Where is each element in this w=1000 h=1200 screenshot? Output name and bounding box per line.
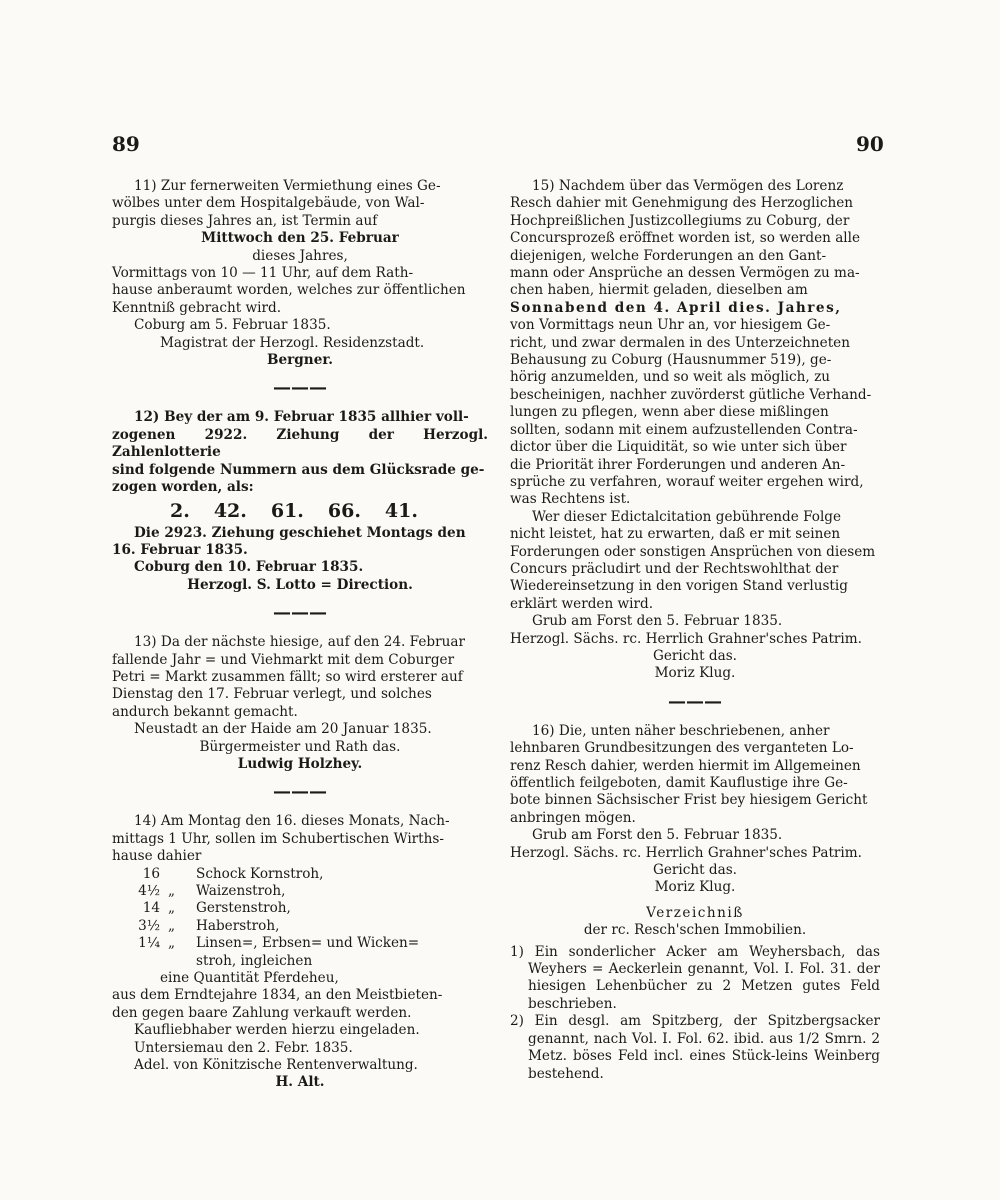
lottery-number: 42.: [213, 499, 247, 522]
straw-kind: Linsen=, Erbsen= und Wicken=: [196, 935, 420, 952]
notice-13-line: Dienstag den 17. Februar verlegt, und solches: [112, 686, 432, 703]
page-number-left: 89: [112, 132, 140, 156]
notice-14-line: 14) Am Montag den 16. dieses Monats, Nach-: [134, 813, 450, 830]
notice-14-line: den gegen baare Zahlung verkauft werden.: [112, 1004, 412, 1021]
straw-kind: Waizenstroh,: [196, 883, 286, 899]
straw-qty: 14: [142, 900, 160, 917]
notice-14-line: stroh, ingleichen: [196, 952, 313, 969]
notice-15-line: chen haben, hiermit geladen, dieselben am: [510, 282, 808, 299]
straw-item: [112, 918, 488, 935]
notice-16-line: bote binnen Sächsischer Frist bey hiesigem Gericht: [510, 792, 868, 809]
notice-16-place-date: Grub am Forst den 5. Februar 1835.: [532, 827, 783, 844]
straw-qty: 1¼: [138, 935, 160, 952]
list-title: Verzeichniß: [646, 904, 744, 921]
lottery-number: 61.: [270, 499, 304, 522]
notice-11-line: purgis dieses Jahres an, ist Termin auf: [112, 212, 378, 229]
notice-15-line: von Vormittags neun Uhr an, vor hiesigem Ge-: [510, 317, 831, 334]
notice-15-warning: Concurs präcludirt und der Rechtswohlthat der: [510, 560, 839, 577]
notice-15-signer: Moriz Klug.: [654, 665, 736, 682]
ditto-mark: „: [168, 935, 176, 952]
ditto-mark: „: [168, 883, 176, 899]
notice-15-line: richt, und zwar dermalen in des Unterzeichneten: [510, 334, 850, 351]
ditto-mark: „: [168, 917, 176, 934]
notice-13-line: 13) Da der nächste hiesige, auf den 24. Februar: [134, 634, 465, 651]
list-item: 1) Ein sonderlicher Acker am Weyhersbach, das Weyhers = Aeckerlein genannt, Vol. I. Fol. 31. der hiesigen Lehenbücher zu 2 Metzen gutes Feld beschrieben.: [510, 943, 880, 1012]
page-number-right: 90: [856, 132, 884, 156]
notice-15-line: lungen zu pflegen, wenn aber diese mißlingen: [510, 404, 829, 421]
straw-item: [112, 866, 488, 883]
notice-15-line: Hochpreißlichen Justizcollegiums zu Coburg, der: [510, 212, 850, 229]
notice-13-line: Petri = Markt zusammen fällt; so wird ersterer auf: [112, 668, 463, 685]
notice-15-line: Concursprozeß eröffnet worden ist, so werden alle: [510, 230, 861, 247]
right-column: [510, 178, 880, 1083]
straw-qty: 16: [142, 865, 160, 882]
lottery-numbers: [112, 499, 488, 523]
notice-15-date: Sonnabend den 4. April dies. Jahres,: [510, 299, 842, 316]
notice-15-place-date: Grub am Forst den 5. Februar 1835.: [532, 613, 783, 630]
notice-15-warning: Forderungen oder sonstigen Ansprüchen von diesem: [510, 543, 876, 560]
straw-item: [112, 935, 488, 952]
notice-11-line: 11) Zur fernerweiten Vermiethung eines Ge-: [134, 178, 441, 194]
notice-16: [510, 723, 880, 1083]
section-separator: ———: [273, 781, 327, 803]
notice-15-warning: nicht leistet, hat zu erwarten, daß er mit seinen: [510, 526, 841, 543]
notice-11: [112, 178, 488, 369]
notice-16-signature-court: Gericht das.: [652, 862, 737, 879]
notice-16-line: anbringen mögen.: [510, 809, 636, 826]
notice-15-line: sollten, sodann mit einem aufzustellenden Contra-: [510, 421, 858, 438]
notice-15: [510, 178, 880, 683]
notice-14-line: mittags 1 Uhr, sollen im Schubertischen Wirths-: [112, 830, 444, 847]
notice-15-line: dictor über die Liquidität, so wie unter sich über: [510, 439, 847, 456]
notice-12-line: zogenen 2922. Ziehung der Herzogl. Zahlenlotterie: [112, 426, 488, 461]
notice-15-warning: Wiedereinsetzung in den vorigen Stand verlustig: [510, 578, 848, 595]
notice-15-line: was Rechtens ist.: [510, 491, 631, 508]
notice-11-place-date: Coburg am 5. Februar 1835.: [134, 317, 331, 334]
notice-14-signature: Adel. von Könitzische Rentenverwaltung.: [134, 1057, 418, 1074]
section-separator: ———: [273, 602, 327, 624]
notice-15-signature-court: Gericht das.: [652, 647, 737, 664]
left-column: [112, 178, 488, 1092]
notice-11-line: wölbes unter dem Hospitalgebäude, von Wal-: [112, 195, 425, 212]
notice-12-signature: Herzogl. S. Lotto = Direction.: [187, 576, 413, 593]
list-item: 2) Ein desgl. am Spitzberg, der Spitzbergsacker genannt, nach Vol. I. Fol. 62. ibid. aus 1/2 Smrn. 2 Metz. böses Feld incl. eines Stück-leins Weinberg bestehend.: [510, 1013, 880, 1082]
notice-15-line: Behausung zu Coburg (Hausnummer 519), ge-: [510, 352, 832, 369]
notice-15-line: diejenigen, welche Forderungen an den Gant-: [510, 247, 827, 264]
section-separator: ———: [273, 377, 327, 399]
notice-14-line: aus dem Erndtejahre 1834, an den Meistbieten-: [112, 987, 443, 1004]
notice-15-signature: Herzogl. Sächs. rc. Herrlich Grahner'sches Patrim.: [510, 630, 862, 647]
notice-12-line: 12) Bey der am 9. Februar 1835 allhier voll-: [134, 409, 469, 426]
notice-13: [112, 634, 488, 773]
notice-16-line: renz Resch dahier, werden hiermit im Allgemeinen: [510, 757, 861, 774]
notice-13-signature: Bürgermeister und Rath das.: [199, 738, 401, 755]
notice-16-line: 16) Die, unten näher beschriebenen, anher: [532, 722, 830, 739]
notice-15-line: hörig anzumelden, und so weit als möglich, zu: [510, 369, 830, 386]
notice-12-line: Die 2923. Ziehung geschiehet Montags den: [134, 524, 466, 541]
notice-11-line: Vormittags von 10 — 11 Uhr, auf dem Rath-: [112, 265, 414, 282]
notice-11-signer: Bergner.: [267, 352, 333, 369]
notice-11-line: Kenntniß gebracht wird.: [112, 299, 282, 316]
notice-15-line: Resch dahier mit Genehmigung des Herzoglichen: [510, 195, 854, 212]
notice-15-line: sprüche zu verfahren, worauf weiter ergehen wird,: [510, 473, 864, 490]
notice-14-invitation: Kaufliebhaber werden hierzu eingeladen.: [134, 1022, 420, 1039]
notice-15-line: bescheinigen, nachher zuvörderst gütliche Verhand-: [510, 386, 872, 403]
notice-12-line: 16. Februar 1835.: [112, 541, 248, 558]
ditto-mark: „: [168, 900, 176, 917]
notice-13-line: andurch bekannt gemacht.: [112, 703, 298, 720]
straw-kind: Haberstroh,: [196, 917, 280, 934]
notice-14: [112, 813, 488, 1092]
section-separator: ———: [668, 690, 722, 712]
notice-14-signer: H. Alt.: [275, 1074, 325, 1091]
notice-16-signer: Moriz Klug.: [654, 879, 736, 896]
notice-16-line: lehnbaren Grundbesitzungen des verganteten Lo-: [510, 740, 854, 757]
straw-kind: Gerstenstroh,: [196, 900, 291, 917]
straw-kind: Schock Kornstroh,: [196, 865, 324, 882]
notice-12-place-date: Coburg den 10. Februar 1835.: [134, 559, 364, 576]
notice-15-line: mann oder Ansprüche an dessen Vermögen zu ma-: [510, 265, 860, 282]
straw-qty: 3½: [138, 917, 160, 934]
notice-12-line: sind folgende Nummern aus dem Glücksrade ge-: [112, 461, 485, 478]
lottery-number: 66.: [327, 499, 361, 522]
notice-12: [112, 409, 488, 594]
notice-12-line: zogen worden, als:: [112, 479, 254, 496]
notice-16-line: öffentlich feilgeboten, damit Kauflustige ihre Ge-: [510, 775, 848, 791]
notice-11-signature: Magistrat der Herzogl. Residenzstadt.: [160, 334, 425, 351]
notice-15-warning: erklärt werden wird.: [510, 595, 654, 612]
notice-13-line: fallende Jahr = und Viehmarkt mit dem Coburger: [112, 651, 455, 668]
lottery-number: 2.: [170, 499, 190, 522]
straw-item: [112, 900, 488, 917]
notice-16-signature: Herzogl. Sächs. rc. Herrlich Grahner'sches Patrim.: [510, 844, 862, 861]
notice-13-signer: Ludwig Holzhey.: [237, 755, 363, 772]
notice-11-date: Mittwoch den 25. Februar: [201, 230, 399, 247]
notice-15-line: 15) Nachdem über das Vermögen des Lorenz: [532, 178, 844, 194]
straw-item: [112, 883, 488, 900]
notice-11-line: hause anberaumt worden, welches zur öffentlichen: [112, 282, 466, 299]
notice-15-line: die Priorität ihrer Forderungen und anderen An-: [510, 456, 846, 473]
notice-13-place-date: Neustadt an der Haide am 20 Januar 1835.: [134, 721, 432, 738]
notice-15-warning: Wer dieser Edictalcitation gebührende Folge: [532, 508, 842, 525]
notice-11-date-year: dieses Jahres,: [252, 247, 348, 264]
notice-14-line: eine Quantität Pferdeheu,: [160, 970, 339, 987]
straw-qty: 4½: [138, 883, 160, 899]
notice-14-place-date: Untersiemau den 2. Febr. 1835.: [134, 1039, 353, 1056]
ditto-mark: [168, 866, 196, 883]
lottery-number: 41.: [384, 499, 418, 522]
list-subtitle: der rc. Resch'schen Immobilien.: [583, 922, 807, 939]
notice-14-line: hause dahier: [112, 848, 202, 865]
